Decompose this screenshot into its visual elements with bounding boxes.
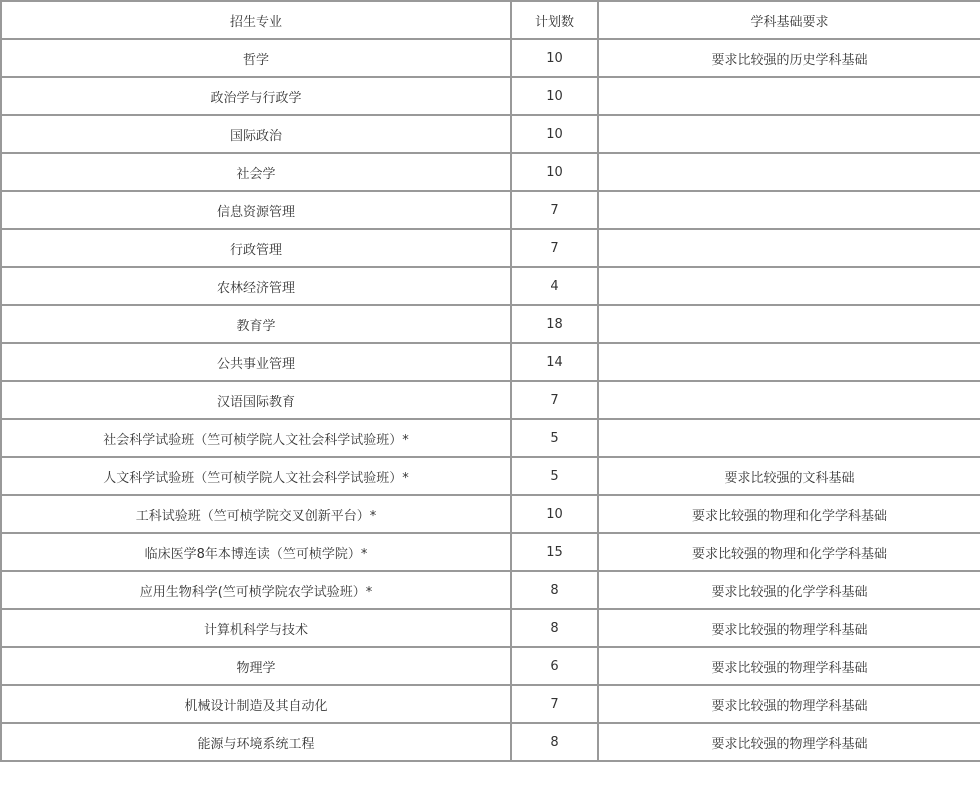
- table-row: [1, 305, 980, 343]
- plan-count-cell: 10: [511, 153, 598, 191]
- plan-count-cell: 7: [511, 685, 598, 723]
- table-row: [1, 495, 980, 533]
- major-cell: 公共事业管理: [1, 343, 511, 381]
- plan-count-cell: 14: [511, 343, 598, 381]
- table-row: [1, 77, 980, 115]
- major-cell: 哲学: [1, 39, 511, 77]
- requirement-cell: [598, 305, 980, 343]
- table-row: [1, 39, 980, 77]
- requirement-cell: [598, 419, 980, 457]
- major-cell: 社会学: [1, 153, 511, 191]
- requirement-cell: [598, 267, 980, 305]
- plan-count-cell: 4: [511, 267, 598, 305]
- requirement-cell: [598, 115, 980, 153]
- table-row: [1, 381, 980, 419]
- major-cell: 国际政治: [1, 115, 511, 153]
- requirement-cell: [598, 191, 980, 229]
- plan-count-cell: 10: [511, 77, 598, 115]
- table-row: [1, 343, 980, 381]
- major-cell: 教育学: [1, 305, 511, 343]
- requirement-cell: [598, 77, 980, 115]
- requirement-cell: 要求比较强的物理学科基础: [598, 609, 980, 647]
- major-cell: 机械设计制造及其自动化: [1, 685, 511, 723]
- plan-count-cell: 8: [511, 609, 598, 647]
- plan-count-cell: 10: [511, 495, 598, 533]
- table-row: [1, 609, 980, 647]
- table-row: [1, 229, 980, 267]
- table-row: [1, 191, 980, 229]
- major-cell: 人文科学试验班（竺可桢学院人文社会科学试验班）*: [1, 457, 511, 495]
- requirement-cell: 要求比较强的物理和化学学科基础: [598, 495, 980, 533]
- major-cell: 农林经济管理: [1, 267, 511, 305]
- plan-count-cell: 7: [511, 191, 598, 229]
- major-cell: 工科试验班（竺可桢学院交叉创新平台）*: [1, 495, 511, 533]
- table-header-row: [1, 1, 980, 39]
- table-row: [1, 153, 980, 191]
- table-row: [1, 647, 980, 685]
- table-row: [1, 533, 980, 571]
- plan-count-cell: 8: [511, 723, 598, 761]
- requirement-cell: 要求比较强的历史学科基础: [598, 39, 980, 77]
- plan-count-cell: 7: [511, 229, 598, 267]
- plan-count-cell: 8: [511, 571, 598, 609]
- table-row: [1, 267, 980, 305]
- table-row: [1, 723, 980, 761]
- major-cell: 社会科学试验班（竺可桢学院人文社会科学试验班）*: [1, 419, 511, 457]
- plan-count-cell: 10: [511, 39, 598, 77]
- major-cell: 临床医学8年本博连读（竺可桢学院）*: [1, 533, 511, 571]
- major-cell: 计算机科学与技术: [1, 609, 511, 647]
- requirement-cell: 要求比较强的物理学科基础: [598, 685, 980, 723]
- table-row: [1, 419, 980, 457]
- requirement-cell: [598, 343, 980, 381]
- major-cell: 物理学: [1, 647, 511, 685]
- major-cell: 应用生物科学(竺可桢学院农学试验班）*: [1, 571, 511, 609]
- requirement-cell: 要求比较强的物理学科基础: [598, 723, 980, 761]
- header-major: 招生专业: [1, 1, 511, 39]
- table-row: [1, 457, 980, 495]
- table-row: [1, 115, 980, 153]
- plan-count-cell: 5: [511, 457, 598, 495]
- major-cell: 政治学与行政学: [1, 77, 511, 115]
- header-plan-count: 计划数: [511, 1, 598, 39]
- plan-count-cell: 5: [511, 419, 598, 457]
- major-cell: 行政管理: [1, 229, 511, 267]
- plan-count-cell: 7: [511, 381, 598, 419]
- plan-count-cell: 6: [511, 647, 598, 685]
- requirement-cell: 要求比较强的化学学科基础: [598, 571, 980, 609]
- requirement-cell: [598, 381, 980, 419]
- requirement-cell: 要求比较强的文科基础: [598, 457, 980, 495]
- major-cell: 信息资源管理: [1, 191, 511, 229]
- plan-count-cell: 15: [511, 533, 598, 571]
- header-requirement: 学科基础要求: [598, 1, 980, 39]
- major-cell: 能源与环境系统工程: [1, 723, 511, 761]
- requirement-cell: 要求比较强的物理和化学学科基础: [598, 533, 980, 571]
- table-row: [1, 571, 980, 609]
- requirement-cell: 要求比较强的物理学科基础: [598, 647, 980, 685]
- table-body: [1, 39, 980, 761]
- plan-count-cell: 18: [511, 305, 598, 343]
- plan-count-cell: 10: [511, 115, 598, 153]
- major-cell: 汉语国际教育: [1, 381, 511, 419]
- table-row: [1, 685, 980, 723]
- requirement-cell: [598, 153, 980, 191]
- requirement-cell: [598, 229, 980, 267]
